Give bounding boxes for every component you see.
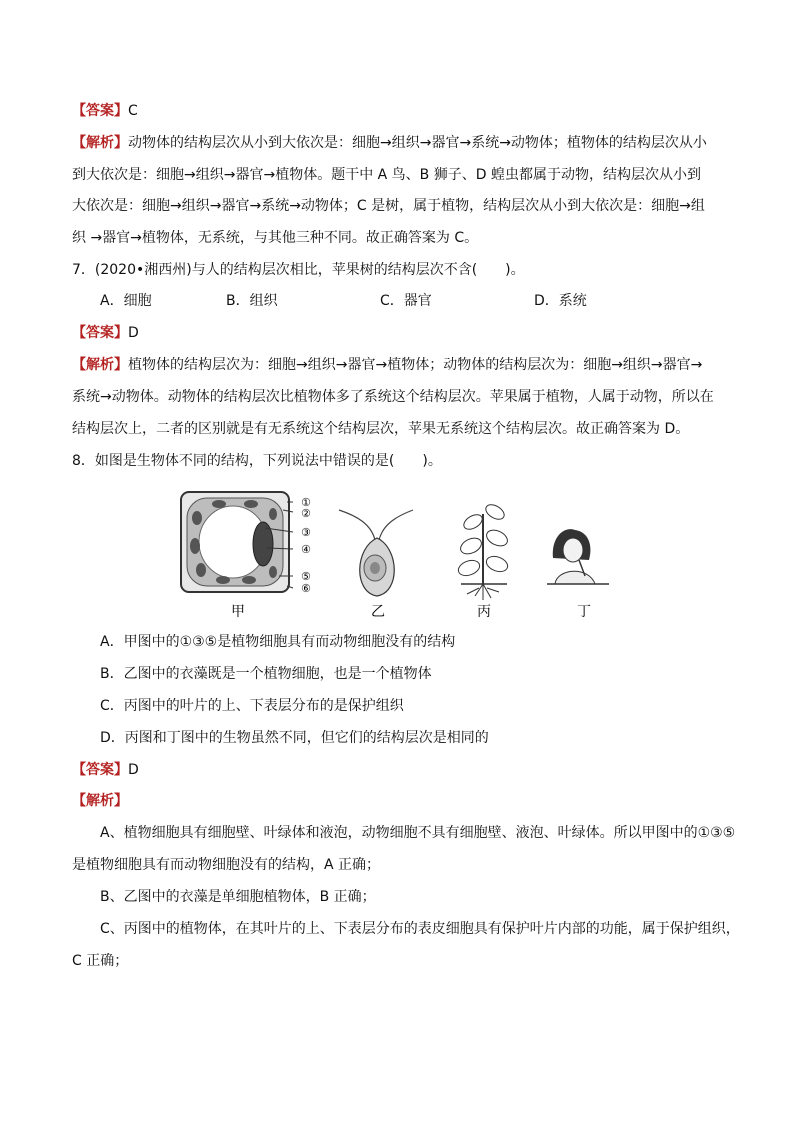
q8-analysis-line-3: B、乙图中的衣藻是单细胞植物体，B 正确； — [100, 889, 376, 905]
q7-analysis-line-2: 系统→动物体。动物体的结构层次比植物体多了系统这个结构层次。苹果属于植物，人属于动物，所以在 — [72, 389, 714, 405]
figure-label-jia: 甲 — [231, 604, 245, 620]
q7-question: 7．(2020•湘西州)与人的结构层次相比，苹果树的结构层次不含( )。 — [72, 262, 525, 278]
q8-option-d: D．丙图和丁图中的生物虽然不同，但它们的结构层次是相同的 — [100, 730, 489, 746]
person-illustration — [547, 529, 609, 584]
q8-figure — [175, 488, 625, 620]
chlamydomonas-illustration — [339, 510, 413, 596]
q7-option-d: D．系统 — [534, 293, 587, 309]
q6-analysis-line-4: 织 →器官→植物体，无系统，与其他三种不同。故正确答案为 C。 — [72, 230, 479, 246]
answer-tag: 【答案】 — [72, 325, 128, 341]
analysis-tag: 【解析】 — [72, 793, 128, 809]
analysis-tag: 【解析】 — [72, 135, 128, 151]
q7-analysis-line-1 — [72, 355, 702, 375]
q7-option-a: A．细胞 — [100, 293, 152, 309]
q6-analysis-line-1 — [72, 133, 707, 153]
plant-cell-illustration — [181, 492, 293, 592]
q7-option-c: C．器官 — [380, 293, 432, 309]
q6-answer-line — [72, 101, 138, 121]
q8-analysis-line-1: A、植物细胞具有细胞壁、叶绿体和液泡，动物细胞不具有细胞壁、液泡、叶绿体。所以甲图中的①③⑤ — [100, 825, 736, 841]
q8-question: 8．如图是生物体不同的结构，下列说法中错误的是( )。 — [72, 453, 442, 469]
q7-option-b: B．组织 — [226, 293, 278, 309]
answer-value: D — [128, 325, 139, 341]
figure-number-1: ① — [301, 496, 311, 509]
analysis-text: 动物体的结构层次从小到大依次是：细胞→组织→器官→系统→动物体；植物体的结构层次从小 — [128, 135, 707, 151]
answer-tag: 【答案】 — [72, 762, 128, 778]
answer-value: D — [128, 762, 139, 778]
q8-option-c: C．丙图中的叶片的上、下表层分布的是保护组织 — [100, 698, 404, 714]
q8-answer-line — [72, 760, 139, 780]
q8-analysis-line-5: C 正确； — [72, 953, 129, 969]
figure-number-2: ② — [301, 507, 311, 520]
figure-number-3: ③ — [301, 526, 311, 539]
q7-analysis-line-3: 结构层次上，二者的区别就是有无系统这个结构层次，苹果无系统这个结构层次。故正确答案为 D。 — [72, 421, 690, 437]
figure-label-yi: 乙 — [371, 604, 385, 620]
answer-value: C — [128, 103, 138, 119]
q8-option-a: A．甲图中的①③⑤是植物细胞具有而动物细胞没有的结构 — [100, 634, 456, 650]
q8-analysis-line-4: C、丙图中的植物体，在其叶片的上、下表层分布的表皮细胞具有保护叶片内部的功能，属于保护组织， — [100, 921, 740, 937]
q8-option-b: B．乙图中的衣藻既是一个植物细胞，也是一个植物体 — [100, 666, 432, 682]
figure-number-5: ⑤ — [301, 570, 311, 583]
q6-analysis-line-2: 到大依次是：细胞→组织→器官→植物体。题干中 A 鸟、B 狮子、D 蝗虫都属于动物，结构层次从小到 — [72, 167, 701, 183]
analysis-tag: 【解析】 — [72, 357, 128, 373]
figure-label-bing: 丙 — [477, 604, 491, 620]
plant-illustration — [456, 502, 510, 600]
figure-number-4: ④ — [301, 543, 311, 556]
figure-label-ding: 丁 — [577, 604, 591, 620]
q8-analysis-heading — [72, 791, 128, 811]
q8-analysis-line-2: 是植物细胞具有而动物细胞没有的结构，A 正确； — [72, 857, 381, 873]
q6-analysis-line-3: 大依次是：细胞→组织→器官→系统→动物体；C 是树，属于植物，结构层次从小到大依次是：细胞→组 — [72, 198, 705, 214]
q7-answer-line — [72, 323, 139, 343]
analysis-text: 植物体的结构层次为：细胞→组织→器官→植物体；动物体的结构层次为：细胞→组织→器官→ — [128, 357, 703, 373]
answer-tag: 【答案】 — [72, 103, 128, 119]
figure-number-6: ⑥ — [301, 582, 311, 595]
